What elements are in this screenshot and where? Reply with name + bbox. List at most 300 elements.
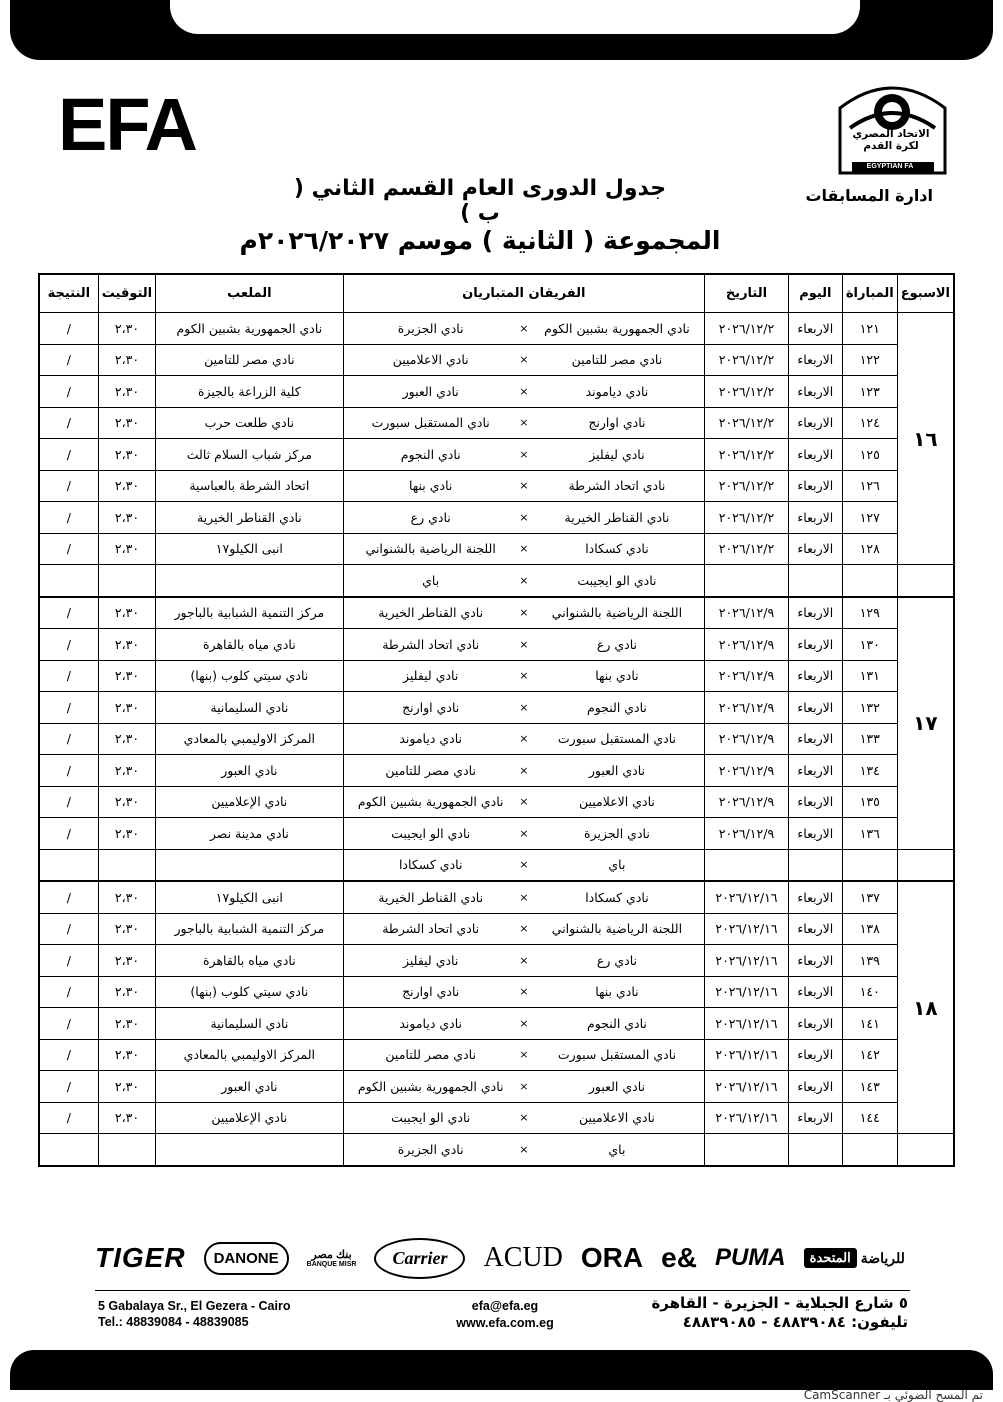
away-team: نادي العبور bbox=[402, 383, 459, 399]
match-date: ٢٠٢٦/١٢/٢ bbox=[705, 470, 789, 502]
match-number: ١٣٦ bbox=[842, 818, 897, 850]
footer-contact bbox=[430, 1298, 580, 1332]
home-team: نادي دياموند bbox=[585, 383, 649, 399]
match-number: ١٢١ bbox=[842, 313, 897, 345]
teams-cell bbox=[343, 881, 705, 913]
home-team: نادي العبور bbox=[588, 1078, 646, 1094]
home-team: نادي ليفليز bbox=[589, 446, 645, 462]
versus-mark: × bbox=[519, 985, 529, 999]
match-result: / bbox=[39, 597, 98, 629]
home-team: نادي الجمهورية بشبين الكوم bbox=[544, 320, 690, 336]
home-team: نادي القناطر الخيرية bbox=[564, 509, 670, 525]
col-stadium: الملعب bbox=[156, 274, 343, 313]
kickoff-time: ٢،٣٠ bbox=[98, 723, 155, 755]
table-header-row bbox=[39, 274, 954, 313]
match-date: ٢٠٢٦/١٢/٩ bbox=[705, 723, 789, 755]
match-date: ٢٠٢٦/١٢/٢ bbox=[705, 407, 789, 439]
united-sport-word: للرياضة bbox=[860, 1249, 905, 1266]
kickoff-time bbox=[98, 565, 155, 597]
kickoff-time: ٢،٣٠ bbox=[98, 407, 155, 439]
match-day: الاربعاء bbox=[788, 1039, 842, 1071]
away-team: نادي القناطر الخيرية bbox=[378, 605, 484, 621]
versus-mark: × bbox=[519, 953, 529, 967]
match-result: / bbox=[39, 502, 98, 534]
table-row bbox=[39, 755, 954, 787]
versus-mark: × bbox=[519, 1048, 529, 1062]
kickoff-time: ٢،٣٠ bbox=[98, 376, 155, 408]
teams-cell bbox=[343, 692, 705, 724]
table-row bbox=[39, 502, 954, 534]
stadium: نادي طلعت حرب bbox=[156, 407, 343, 439]
kickoff-time: ٢،٣٠ bbox=[98, 470, 155, 502]
match-day: الاربعاء bbox=[788, 439, 842, 471]
bye-row bbox=[39, 849, 954, 881]
table-row bbox=[39, 470, 954, 502]
kickoff-time: ٢،٣٠ bbox=[98, 1039, 155, 1071]
stadium bbox=[156, 849, 343, 881]
match-day: الاربعاء bbox=[788, 1008, 842, 1040]
kickoff-time: ٢،٣٠ bbox=[98, 881, 155, 913]
versus-mark: × bbox=[519, 700, 529, 714]
away-team: نادي ليفليز bbox=[403, 952, 459, 968]
match-day: الاربعاء bbox=[788, 1071, 842, 1103]
banque-misr-ar: بنك مصر bbox=[311, 1249, 352, 1261]
stadium: نادي السليمانية bbox=[156, 692, 343, 724]
match-day: الاربعاء bbox=[788, 881, 842, 913]
bye-row bbox=[39, 565, 954, 597]
stadium bbox=[156, 565, 343, 597]
match-date: ٢٠٢٦/١٢/٩ bbox=[705, 629, 789, 661]
home-team: نادي رع bbox=[596, 636, 637, 652]
tiger-logo: TIGER bbox=[95, 1242, 186, 1273]
match-day: الاربعاء bbox=[788, 723, 842, 755]
versus-mark: × bbox=[519, 353, 529, 367]
kickoff-time: ٢،٣٠ bbox=[98, 344, 155, 376]
col-date: التاريخ bbox=[705, 274, 789, 313]
home-team: نادي كسكادا bbox=[585, 541, 649, 557]
match-date: ٢٠٢٦/١٢/٢ bbox=[705, 313, 789, 345]
home-team: نادي المستقبل سبورت bbox=[557, 1047, 676, 1063]
away-team: نادي مصر للتامين bbox=[385, 762, 476, 778]
match-number: ١٣٥ bbox=[842, 786, 897, 818]
home-team: نادي رع bbox=[596, 952, 637, 968]
home-team: نادي العبور bbox=[588, 762, 646, 778]
match-number: ١٢٨ bbox=[842, 533, 897, 565]
away-team: نادي الجمهورية بشبين الكوم bbox=[357, 1078, 504, 1094]
away-team: نادي الاعلاميين bbox=[392, 352, 469, 368]
match-result: / bbox=[39, 881, 98, 913]
kickoff-time: ٢،٣٠ bbox=[98, 1008, 155, 1040]
table-row bbox=[39, 407, 954, 439]
kickoff-time: ٢،٣٠ bbox=[98, 629, 155, 661]
home-team: نادي كسكادا bbox=[585, 889, 649, 905]
week-number: ١٦ bbox=[897, 313, 954, 565]
stadium: كلية الزراعة بالجيزة bbox=[156, 376, 343, 408]
stadium: المركز الاوليمبي بالمعادي bbox=[156, 1039, 343, 1071]
kickoff-time: ٢،٣٠ bbox=[98, 692, 155, 724]
match-date: ٢٠٢٦/١٢/١٦ bbox=[705, 976, 789, 1008]
etisalat-logo: e& bbox=[661, 1242, 697, 1273]
match-date: ٢٠٢٦/١٢/١٦ bbox=[705, 1008, 789, 1040]
versus-mark: × bbox=[519, 826, 529, 840]
match-result: / bbox=[39, 976, 98, 1008]
match-date: ٢٠٢٦/١٢/١٦ bbox=[705, 1071, 789, 1103]
stadium: نادي الإعلاميين bbox=[156, 1102, 343, 1134]
table-row bbox=[39, 597, 954, 629]
table-row bbox=[39, 786, 954, 818]
match-result: / bbox=[39, 755, 98, 787]
versus-mark: × bbox=[519, 447, 529, 461]
teams-cell bbox=[343, 945, 705, 977]
match-number: ١٣٩ bbox=[842, 945, 897, 977]
stadium: نادي العبور bbox=[156, 755, 343, 787]
stadium: مركز التنمية الشبابية بالباجور bbox=[156, 597, 343, 629]
footer-address-en bbox=[98, 1298, 290, 1330]
match-date: ٢٠٢٦/١٢/٢ bbox=[705, 376, 789, 408]
away-team: نادي اوارنج bbox=[402, 699, 460, 715]
match-number: ١٢٤ bbox=[842, 407, 897, 439]
bye-row bbox=[39, 1134, 954, 1166]
match-number: ١٤٠ bbox=[842, 976, 897, 1008]
match-date bbox=[705, 1134, 789, 1166]
table-row bbox=[39, 1102, 954, 1134]
match-result: / bbox=[39, 407, 98, 439]
teams-cell bbox=[343, 376, 705, 408]
united-sport-logo bbox=[804, 1248, 905, 1268]
match-number: ١٢٦ bbox=[842, 470, 897, 502]
kickoff-time: ٢،٣٠ bbox=[98, 945, 155, 977]
match-number bbox=[842, 1134, 897, 1166]
match-number: ١٢٧ bbox=[842, 502, 897, 534]
col-week: الاسبوع bbox=[897, 274, 954, 313]
match-number: ١٣٨ bbox=[842, 913, 897, 945]
kickoff-time: ٢،٣٠ bbox=[98, 439, 155, 471]
away-team: نادي بنها bbox=[408, 478, 453, 494]
table-row bbox=[39, 1008, 954, 1040]
match-day bbox=[788, 1134, 842, 1166]
match-date: ٢٠٢٦/١٢/٩ bbox=[705, 786, 789, 818]
kickoff-time: ٢،٣٠ bbox=[98, 818, 155, 850]
match-number: ١٤٤ bbox=[842, 1102, 897, 1134]
teams-cell bbox=[343, 723, 705, 755]
match-date: ٢٠٢٦/١٢/٩ bbox=[705, 755, 789, 787]
match-day: الاربعاء bbox=[788, 502, 842, 534]
match-result: / bbox=[39, 1008, 98, 1040]
match-day: الاربعاء bbox=[788, 818, 842, 850]
match-result: / bbox=[39, 439, 98, 471]
ora-logo: ORA bbox=[580, 1242, 644, 1273]
match-number: ١٣٣ bbox=[842, 723, 897, 755]
match-number: ١٣١ bbox=[842, 660, 897, 692]
col-teams: الفريقان المتباريان bbox=[343, 274, 705, 313]
teams-cell bbox=[343, 818, 705, 850]
kickoff-time: ٢،٣٠ bbox=[98, 976, 155, 1008]
match-result: / bbox=[39, 723, 98, 755]
kickoff-time: ٢،٣٠ bbox=[98, 313, 155, 345]
table-row bbox=[39, 376, 954, 408]
table-row bbox=[39, 1071, 954, 1103]
stadium: نادي مدينة نصر bbox=[156, 818, 343, 850]
match-number: ١٢٥ bbox=[842, 439, 897, 471]
away-team: اللجنة الرياضية بالشنواني bbox=[365, 541, 496, 557]
kickoff-time: ٢،٣٠ bbox=[98, 1102, 155, 1134]
match-day: الاربعاء bbox=[788, 376, 842, 408]
versus-mark: × bbox=[519, 1016, 529, 1030]
match-result: / bbox=[39, 313, 98, 345]
col-match: المباراة bbox=[842, 274, 897, 313]
match-result: / bbox=[39, 470, 98, 502]
match-number: ١٤١ bbox=[842, 1008, 897, 1040]
match-date: ٢٠٢٦/١٢/١٦ bbox=[705, 881, 789, 913]
versus-mark: × bbox=[519, 1079, 529, 1093]
week-number: ١٨ bbox=[897, 881, 954, 1134]
address-ar: ٥ شارع الجبلاية - الجزيرة - القاهرة bbox=[651, 1294, 908, 1312]
match-number: ١٣٢ bbox=[842, 692, 897, 724]
teams-cell bbox=[343, 344, 705, 376]
teams-cell bbox=[343, 597, 705, 629]
home-team: نادي النجوم bbox=[586, 1015, 647, 1031]
match-result: / bbox=[39, 1071, 98, 1103]
teams-cell bbox=[343, 533, 705, 565]
week-cell-empty bbox=[897, 565, 954, 597]
match-result: / bbox=[39, 945, 98, 977]
match-date: ٢٠٢٦/١٢/١٦ bbox=[705, 913, 789, 945]
teams-cell bbox=[343, 849, 705, 881]
home-team: نادي المستقبل سبورت bbox=[557, 731, 676, 747]
away-team: نادي الو ايجيبت bbox=[391, 825, 471, 841]
match-day: الاربعاء bbox=[788, 533, 842, 565]
match-result: / bbox=[39, 818, 98, 850]
table-row bbox=[39, 1039, 954, 1071]
match-day: الاربعاء bbox=[788, 976, 842, 1008]
col-result: النتيجة bbox=[39, 274, 98, 313]
teams-cell bbox=[343, 976, 705, 1008]
united-sport-block: المتحدة bbox=[804, 1248, 857, 1268]
away-team: نادي الجزيرة bbox=[397, 320, 464, 336]
home-team: اللجنة الرياضية بالشنواني bbox=[551, 605, 683, 621]
home-team: نادي بنها bbox=[595, 984, 639, 1000]
teams-cell bbox=[343, 913, 705, 945]
puma-logo: PUMA bbox=[714, 1244, 786, 1271]
versus-mark: × bbox=[519, 763, 529, 777]
efa-crest-icon bbox=[830, 78, 955, 176]
away-team: نادي النجوم bbox=[400, 446, 461, 462]
stadium: نادي الإعلاميين bbox=[156, 786, 343, 818]
table-row bbox=[39, 913, 954, 945]
kickoff-time: ٢،٣٠ bbox=[98, 755, 155, 787]
teams-cell bbox=[343, 502, 705, 534]
versus-mark: × bbox=[519, 384, 529, 398]
efa-logo: EFA bbox=[58, 83, 196, 166]
away-team: نادي ليفليز bbox=[403, 668, 459, 684]
versus-mark: × bbox=[519, 858, 529, 872]
match-date: ٢٠٢٦/١٢/١٦ bbox=[705, 1039, 789, 1071]
match-result: / bbox=[39, 786, 98, 818]
schedule-body bbox=[39, 313, 954, 1166]
match-number: ١٤٣ bbox=[842, 1071, 897, 1103]
away-team: نادي الجزيرة bbox=[397, 1141, 464, 1157]
versus-mark: × bbox=[519, 795, 529, 809]
scanner-watermark: تم المسح الضوئي بـ CamScanner bbox=[803, 1388, 983, 1402]
match-number: ١٣٠ bbox=[842, 629, 897, 661]
table-row bbox=[39, 723, 954, 755]
match-day: الاربعاء bbox=[788, 470, 842, 502]
acud-logo: ACUD bbox=[483, 1242, 563, 1273]
away-team: نادي الجمهورية بشبين الكوم bbox=[357, 794, 504, 810]
match-number: ١٣٤ bbox=[842, 755, 897, 787]
match-date: ٢٠٢٦/١٢/٩ bbox=[705, 818, 789, 850]
away-team: نادي دياموند bbox=[399, 1015, 463, 1031]
top-black-band bbox=[10, 0, 993, 60]
stadium: انبى الكيلو١٧ bbox=[156, 881, 343, 913]
match-number bbox=[842, 849, 897, 881]
match-number: ١٢٣ bbox=[842, 376, 897, 408]
teams-cell bbox=[343, 629, 705, 661]
match-number: ١٤٢ bbox=[842, 1039, 897, 1071]
stadium: نادي مياه بالقاهرة bbox=[156, 629, 343, 661]
home-team: نادي بنها bbox=[595, 668, 639, 684]
home-team: اللجنة الرياضية بالشنواني bbox=[551, 921, 683, 937]
teams-cell bbox=[343, 1039, 705, 1071]
teams-cell bbox=[343, 786, 705, 818]
table-row bbox=[39, 629, 954, 661]
stadium: نادي سيتي كلوب (بنها) bbox=[156, 976, 343, 1008]
sponsor-strip bbox=[95, 1228, 905, 1288]
match-day: الاربعاء bbox=[788, 913, 842, 945]
match-date: ٢٠٢٦/١٢/٩ bbox=[705, 660, 789, 692]
stadium bbox=[156, 1134, 343, 1166]
table-row bbox=[39, 881, 954, 913]
home-team: نادي اوارنج bbox=[588, 415, 646, 431]
match-date: ٢٠٢٦/١٢/٩ bbox=[705, 597, 789, 629]
kickoff-time: ٢،٣٠ bbox=[98, 597, 155, 629]
table-row bbox=[39, 439, 954, 471]
kickoff-time: ٢،٣٠ bbox=[98, 786, 155, 818]
teams-cell bbox=[343, 1071, 705, 1103]
department-label: ادارة المسابقات bbox=[805, 186, 933, 205]
table-row bbox=[39, 660, 954, 692]
match-result: / bbox=[39, 660, 98, 692]
away-team: نادي المستقبل سبورت bbox=[371, 415, 490, 431]
teams-cell bbox=[343, 470, 705, 502]
match-number: ١٢٢ bbox=[842, 344, 897, 376]
table-row bbox=[39, 533, 954, 565]
kickoff-time bbox=[98, 849, 155, 881]
table-row bbox=[39, 313, 954, 345]
table-row bbox=[39, 344, 954, 376]
match-date bbox=[705, 565, 789, 597]
home-team: نادي مصر للتامين bbox=[571, 352, 663, 368]
match-number: ١٣٧ bbox=[842, 881, 897, 913]
away-team: نادي مصر للتامين bbox=[385, 1047, 476, 1063]
match-number bbox=[842, 565, 897, 597]
match-result: / bbox=[39, 692, 98, 724]
week-cell-empty bbox=[897, 849, 954, 881]
match-result: / bbox=[39, 629, 98, 661]
teams-cell bbox=[343, 1008, 705, 1040]
match-result: / bbox=[39, 344, 98, 376]
versus-mark: × bbox=[519, 542, 529, 556]
teams-cell bbox=[343, 407, 705, 439]
col-day: اليوم bbox=[788, 274, 842, 313]
stadium: اتحاد الشرطة بالعباسية bbox=[156, 470, 343, 502]
footer-address-ar bbox=[651, 1294, 908, 1332]
away-team: نادي رع bbox=[410, 509, 451, 525]
match-day: الاربعاء bbox=[788, 945, 842, 977]
kickoff-time: ٢،٣٠ bbox=[98, 1071, 155, 1103]
email-link[interactable]: efa@efa.eg bbox=[471, 1299, 539, 1313]
versus-mark: × bbox=[519, 573, 529, 587]
kickoff-time: ٢،٣٠ bbox=[98, 913, 155, 945]
match-result: / bbox=[39, 1039, 98, 1071]
versus-mark: × bbox=[519, 1111, 529, 1125]
website-link[interactable]: www.efa.com.eg bbox=[456, 1316, 554, 1330]
match-date: ٢٠٢٦/١٢/٢ bbox=[705, 533, 789, 565]
kickoff-time: ٢،٣٠ bbox=[98, 533, 155, 565]
versus-mark: × bbox=[519, 479, 529, 493]
home-team: باي bbox=[608, 1141, 626, 1157]
versus-mark: × bbox=[519, 321, 529, 335]
match-day: الاربعاء bbox=[788, 597, 842, 629]
away-team: نادي كسكادا bbox=[398, 857, 463, 873]
match-day bbox=[788, 565, 842, 597]
carrier-logo: Carrier bbox=[374, 1238, 465, 1279]
stadium: نادي مصر للتامين bbox=[156, 344, 343, 376]
match-day: الاربعاء bbox=[788, 660, 842, 692]
match-result bbox=[39, 565, 98, 597]
table-row bbox=[39, 818, 954, 850]
away-team: نادي اتحاد الشرطة bbox=[382, 921, 480, 937]
match-day: الاربعاء bbox=[788, 786, 842, 818]
away-team: نادي دياموند bbox=[399, 731, 463, 747]
teams-cell bbox=[343, 1102, 705, 1134]
match-day: الاربعاء bbox=[788, 1102, 842, 1134]
match-date: ٢٠٢٦/١٢/٢ bbox=[705, 502, 789, 534]
kickoff-time: ٢،٣٠ bbox=[98, 502, 155, 534]
versus-mark: × bbox=[519, 416, 529, 430]
crest-caption: الاتحاد المصري لكرة القدم bbox=[852, 128, 930, 152]
stadium: المركز الاوليمبي بالمعادي bbox=[156, 723, 343, 755]
footer-divider bbox=[95, 1290, 910, 1291]
away-team: نادي اوارنج bbox=[402, 984, 460, 1000]
stadium: نادي القناطر الخيرية bbox=[156, 502, 343, 534]
match-date bbox=[705, 849, 789, 881]
col-time: التوقيت bbox=[98, 274, 155, 313]
stadium: انبى الكيلو١٧ bbox=[156, 533, 343, 565]
teams-cell bbox=[343, 755, 705, 787]
tel-en: Tel.: 48839084 - 48839085 bbox=[98, 1315, 249, 1329]
match-day: الاربعاء bbox=[788, 692, 842, 724]
kickoff-time bbox=[98, 1134, 155, 1166]
match-result: / bbox=[39, 376, 98, 408]
versus-mark: × bbox=[519, 669, 529, 683]
week-number: ١٧ bbox=[897, 597, 954, 850]
match-result: / bbox=[39, 533, 98, 565]
teams-cell bbox=[343, 313, 705, 345]
versus-mark: × bbox=[519, 1142, 529, 1156]
versus-mark: × bbox=[519, 922, 529, 936]
stadium: نادي السليمانية bbox=[156, 1008, 343, 1040]
kickoff-time: ٢،٣٠ bbox=[98, 660, 155, 692]
match-result bbox=[39, 1134, 98, 1166]
home-team: نادي اتحاد الشرطة bbox=[568, 478, 666, 494]
stadium: نادي سيتي كلوب (بنها) bbox=[156, 660, 343, 692]
versus-mark: × bbox=[519, 732, 529, 746]
versus-mark: × bbox=[519, 637, 529, 651]
match-day: الاربعاء bbox=[788, 313, 842, 345]
match-result bbox=[39, 849, 98, 881]
versus-mark: × bbox=[519, 510, 529, 524]
